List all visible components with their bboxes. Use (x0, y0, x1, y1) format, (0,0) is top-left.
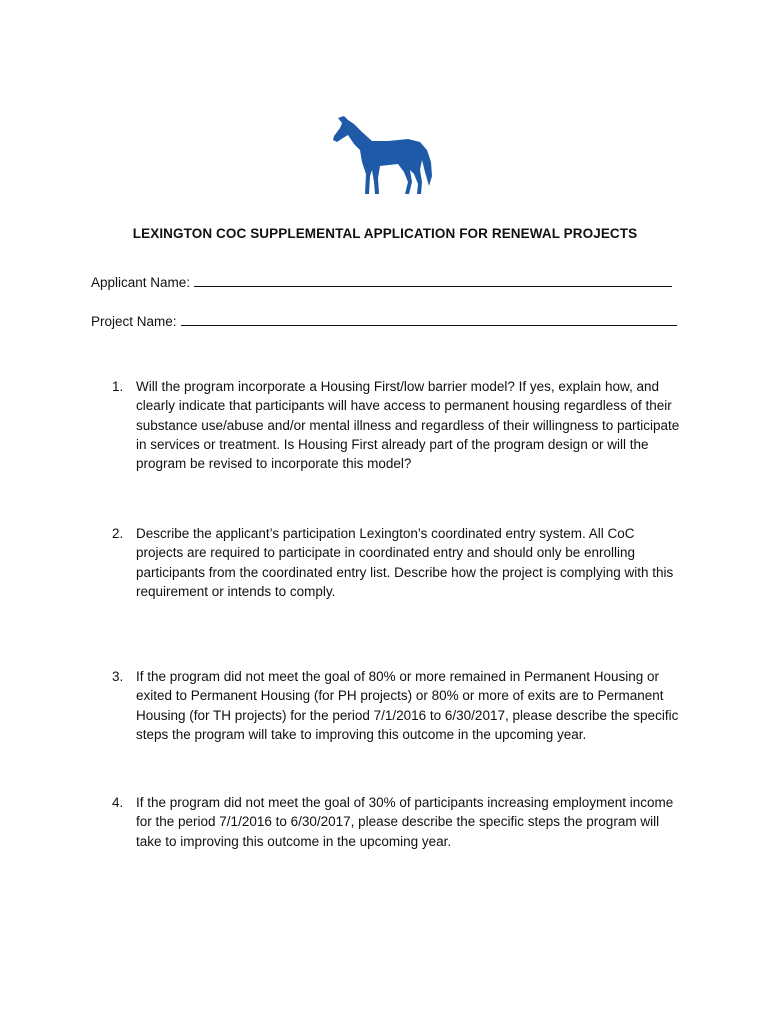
horse-icon (330, 114, 434, 196)
question-number: 3. (112, 669, 124, 684)
question-item-3 (112, 667, 692, 744)
applicant-name-field (91, 272, 672, 290)
document-title: LEXINGTON COC SUPPLEMENTAL APPLICATION FOR RENEWAL PROJECTS (132, 226, 638, 241)
question-item-1 (112, 377, 692, 473)
project-name-label: Project Name: (91, 314, 177, 329)
question-item-2 (112, 524, 692, 601)
question-text: If the program did not meet the goal of 80% or more remained in Permanent Housing or exited to Permanent Housing (for PH projects) or 80% or more of exits are to Permanent Housing (for TH projects) for the period 7/1/2016 to 6/30/2017, please describe the specific steps the program will take to improving this outcome in the upcoming year. (136, 669, 679, 742)
applicant-name-label: Applicant Name: (91, 275, 191, 290)
question-text: Will the program incorporate a Housing First/low barrier model? If yes, explain how, and clearly indicate that participants will have access to permanent housing regardless of their substance use/abuse and/or mental illness and regardless of their willingness to participate in services or treatment. Is Housing First already part of the program design or will the program be revised to incorporate this model? (136, 379, 680, 472)
applicant-name-input-line[interactable] (194, 272, 672, 287)
question-number: 1. (112, 379, 124, 394)
project-name-field (91, 311, 677, 329)
question-text: Describe the applicant’s participation Lexington’s coordinated entry system. All CoC projects are required to participate in coordinated entry and should only be enrolling participants from the coordinated entry list. Describe how the project is complying with this requirement or intends to comply. (136, 526, 674, 599)
question-text: If the program did not meet the goal of 30% of participants increasing employment income for the period 7/1/2016 to 6/30/2017, please describe the specific steps the program will take to improving this outcome in the upcoming year. (136, 795, 674, 849)
horse-logo (330, 114, 434, 196)
question-item-4 (112, 793, 692, 851)
question-number: 4. (112, 795, 124, 810)
question-number: 2. (112, 526, 124, 541)
project-name-input-line[interactable] (181, 311, 677, 326)
